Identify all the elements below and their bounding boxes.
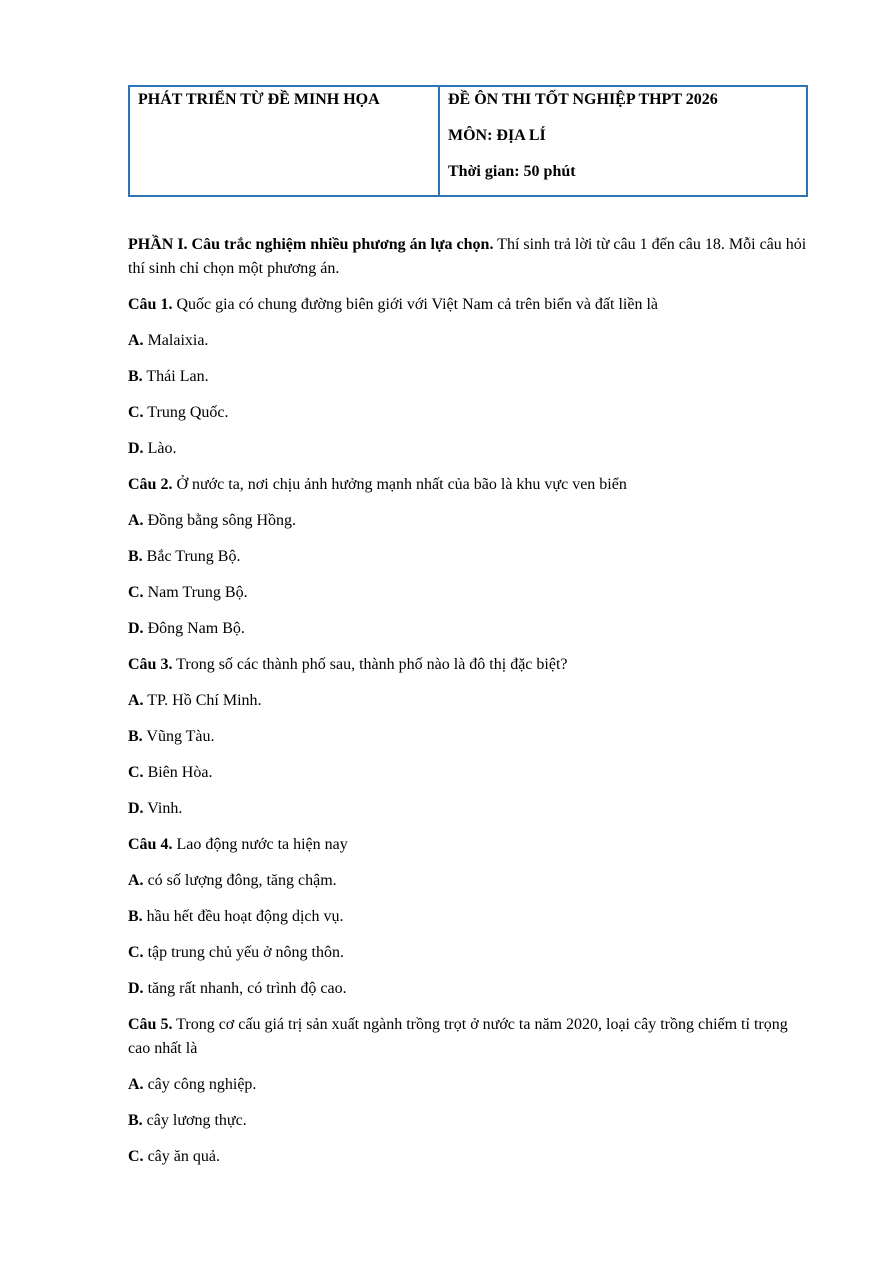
question-label: Câu 3. [128,656,173,673]
question-label: Câu 1. [128,296,173,313]
option-letter: B. [128,548,143,565]
question-text: Quốc gia có chung đường biên giới với Việt Nam cả trên biển và đất liền là [172,296,659,313]
question-stem [128,653,808,677]
option-letter: A. [128,692,144,709]
answer-option [128,401,808,425]
answer-option [128,941,808,965]
option-letter: A. [128,332,144,349]
answer-option [128,509,808,533]
option-letter: B. [128,728,143,745]
answer-option [128,329,808,353]
question-text: Ở nước ta, nơi chịu ảnh hưởng mạnh nhất của bão là khu vực ven biển [172,476,627,493]
option-letter: B. [128,908,143,925]
question-stem [128,473,808,497]
header-table [128,85,808,197]
answer-option [128,617,808,641]
question-text: Trong cơ cấu giá trị sản xuất ngành trồng trọt ở nước ta năm 2020, loại cây trồng chiếm tỉ trọng cao nhất là [128,1016,788,1057]
option-text: Lào. [143,440,177,457]
answer-option [128,545,808,569]
option-letter: A. [128,872,144,889]
question-stem [128,1013,808,1061]
exam-title: ĐỀ ÔN THI TỐT NGHIỆP THPT 2026 [448,91,718,108]
part1-instruction: Thí sinh trả lời từ câu 1 đến câu 18. Mỗi câu hỏi thí sinh chỉ chọn một phương án. [128,236,807,277]
question-label: Câu 5. [128,1016,173,1033]
question-label: Câu 4. [128,836,173,853]
option-letter: C. [128,944,144,961]
answer-option [128,1073,808,1097]
option-text: cây ăn quả. [143,1148,220,1165]
question-text: Lao động nước ta hiện nay [172,836,348,853]
part1-intro [128,233,808,281]
option-letter: A. [128,1076,144,1093]
option-letter: A. [128,512,144,529]
option-text: hầu hết đều hoạt động dịch vụ. [142,908,344,925]
header-left-cell [130,87,440,195]
answer-option [128,437,808,461]
exam-duration: Thời gian: 50 phút [448,163,576,180]
answer-option [128,1109,808,1133]
option-letter: C. [128,764,144,781]
question-text: Trong số các thành phố sau, thành phố nào là đô thị đặc biệt? [172,656,568,673]
exam-subject: MÔN: ĐỊA LÍ [448,127,546,144]
answer-option [128,761,808,785]
option-letter: D. [128,800,144,817]
answer-option [128,869,808,893]
answer-option [128,797,808,821]
part1-heading: PHẦN I. Câu trắc nghiệm nhiều phương án lựa chọn. [128,236,494,253]
option-text: Thái Lan. [142,368,209,385]
exam-content [128,233,808,1181]
option-text: Biên Hòa. [143,764,213,781]
option-text: Vinh. [143,800,183,817]
answer-option [128,977,808,1001]
option-text: Trung Quốc. [143,404,229,421]
option-text: Đông Nam Bộ. [143,620,245,637]
option-text: tăng rất nhanh, có trình độ cao. [143,980,347,997]
header-left-title: PHÁT TRIỂN TỪ ĐỀ MINH HỌA [138,91,380,108]
question-stem [128,833,808,857]
option-text: Malaixia. [143,332,209,349]
option-letter: B. [128,368,143,385]
option-text: cây công nghiệp. [143,1076,257,1093]
option-text: có số lượng đông, tăng chậm. [143,872,337,889]
answer-option [128,1145,808,1169]
answer-option [128,905,808,929]
header-right-cell [440,87,806,195]
option-letter: C. [128,1148,144,1165]
option-text: cây lương thực. [142,1112,247,1129]
option-letter: B. [128,1112,143,1129]
option-letter: D. [128,980,144,997]
option-letter: C. [128,404,144,421]
answer-option [128,365,808,389]
option-text: tập trung chủ yếu ở nông thôn. [143,944,344,961]
question-stem [128,293,808,317]
answer-option [128,689,808,713]
answer-option [128,725,808,749]
question-list [128,293,808,1169]
option-text: Bắc Trung Bộ. [142,548,241,565]
option-letter: D. [128,440,144,457]
option-text: Vũng Tàu. [142,728,215,745]
option-text: Nam Trung Bộ. [143,584,248,601]
option-text: Đồng bằng sông Hồng. [143,512,296,529]
option-text: TP. Hồ Chí Minh. [143,692,262,709]
option-letter: C. [128,584,144,601]
answer-option [128,581,808,605]
option-letter: D. [128,620,144,637]
question-label: Câu 2. [128,476,173,493]
